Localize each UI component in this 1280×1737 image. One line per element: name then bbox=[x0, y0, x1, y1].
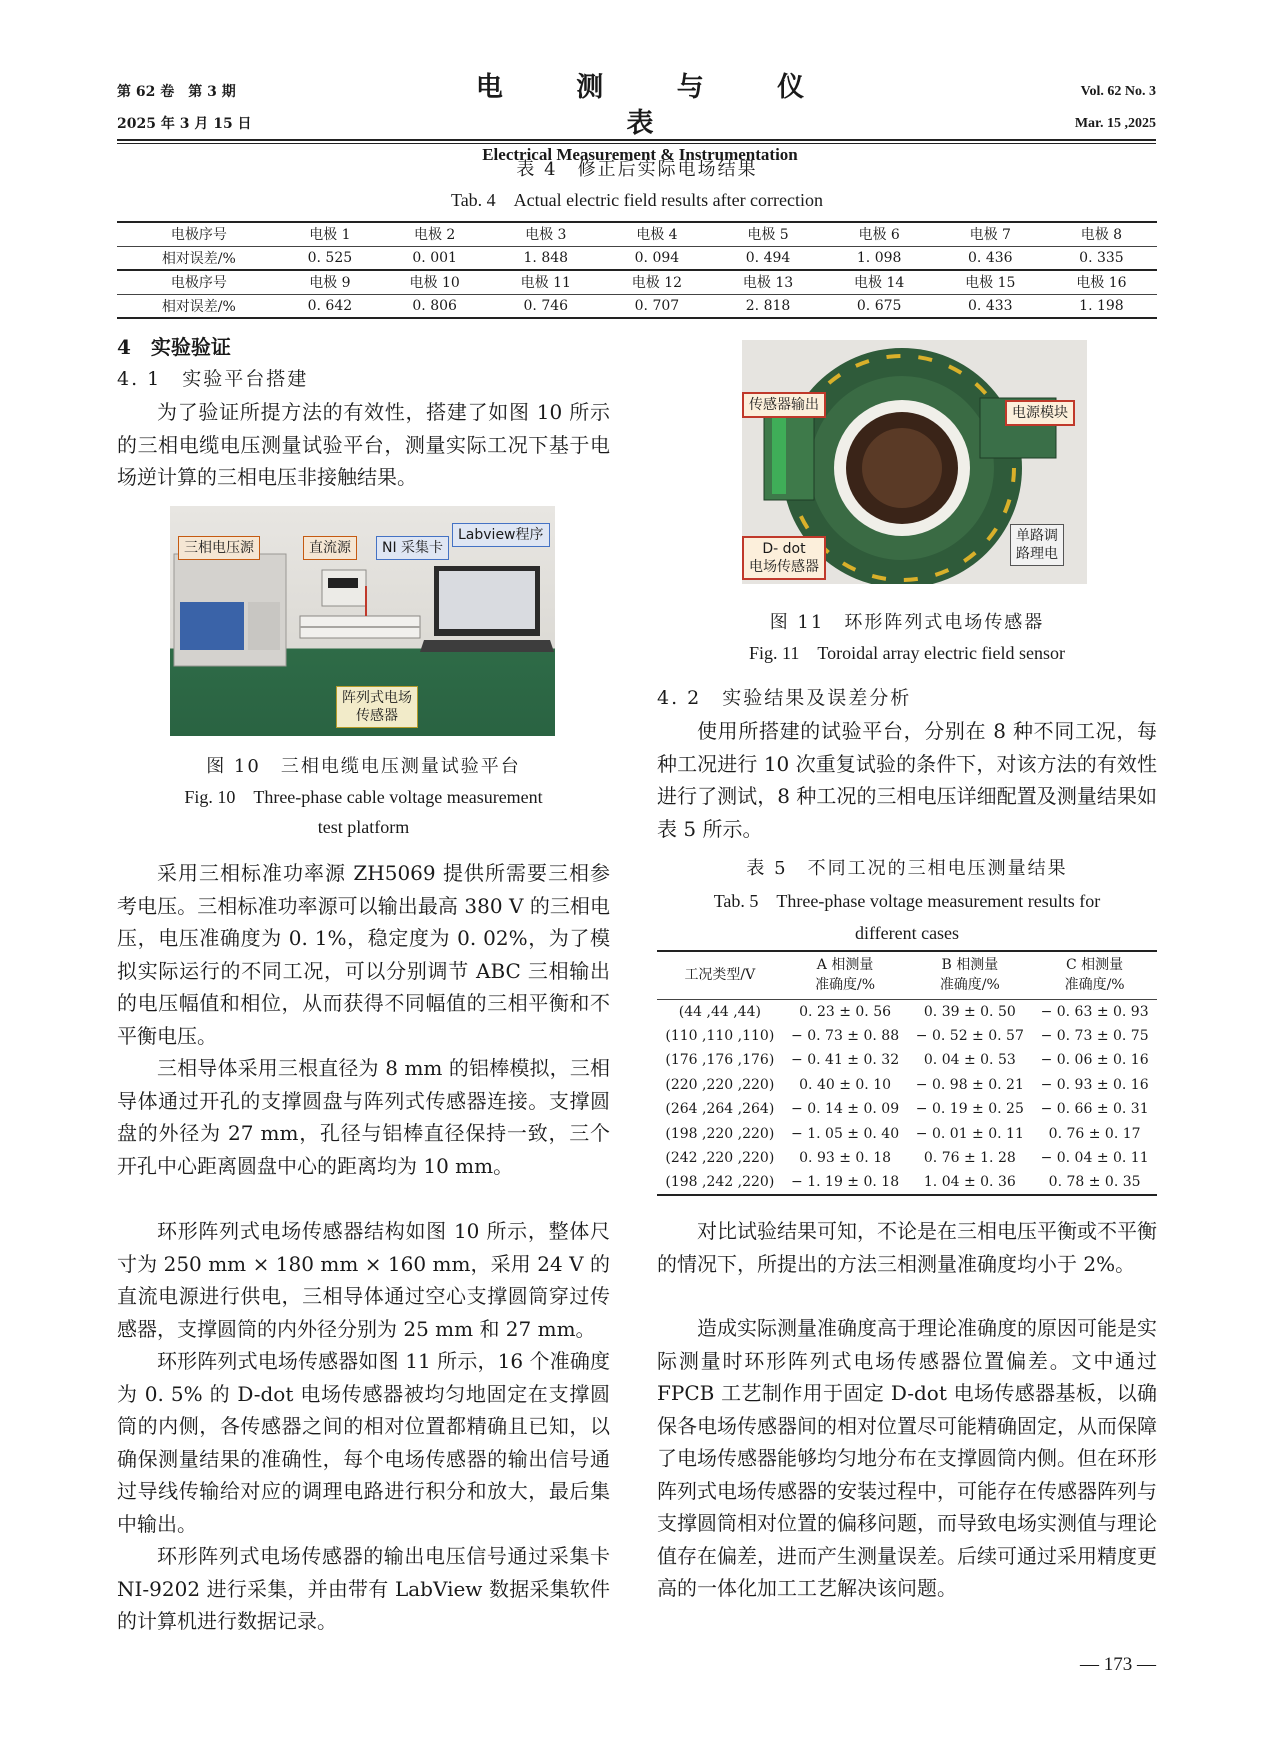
table5-case: (242 ,220 ,220) bbox=[665, 1150, 775, 1167]
table5-case: (198 ,220 ,220) bbox=[665, 1125, 775, 1142]
volume-issue-en: Vol. 62 No. 3 bbox=[1080, 84, 1156, 99]
table4-cell: 1. 848 bbox=[490, 246, 601, 270]
label-power-module: 电源模块 bbox=[1005, 400, 1075, 426]
table5-caption-en-1: Tab. 5 Three-phase voltage measurement results for bbox=[713, 891, 1101, 911]
paragraph-4: 环形阵列式电场传感器结构如图 10 所示，整体尺寸为 250 mm × 180 mm × 160 mm，采用 24 V 的直流电源进行供电，三相导体通过空心支撑圆筒穿过传感器，支撑圆筒的内外径分别为 25 mm 和 27 mm。 bbox=[117, 1219, 610, 1341]
header-a-line2: 准确度/% bbox=[815, 977, 876, 994]
table4-row-header: 电极序号 bbox=[117, 222, 281, 246]
table4-cell: 0. 675 bbox=[824, 294, 935, 318]
header-left bbox=[117, 76, 252, 140]
table5-header-case: 工况类型/V bbox=[657, 951, 783, 999]
table4-row-header: 相对误差/% bbox=[117, 246, 281, 270]
table5-header-row bbox=[657, 951, 1157, 999]
label-ni-card: NI 采集卡 bbox=[376, 536, 449, 560]
label-ddot-line1: D- dot bbox=[762, 541, 806, 557]
figure10-caption-en-2: test platform bbox=[317, 817, 410, 837]
table4-caption bbox=[117, 155, 1157, 215]
paragraph-7: 使用所搭建的试验平台，分别在 8 种不同工况，每种工况进行 10 次重复试验的条件下，对该方法的有效性进行了测试，8 种工况的三相电压详细配置及测量结果如表 5 所示。 bbox=[657, 719, 1157, 841]
header-a-line1: A 相测量 bbox=[816, 957, 874, 974]
volume-issue: 第 62 卷 第 3 期 bbox=[117, 84, 236, 100]
table4-cell: 0. 433 bbox=[935, 294, 1046, 318]
label-array-sensor bbox=[336, 686, 418, 728]
label-array-sensor-line1: 阵列式电场 bbox=[342, 690, 412, 706]
table5-case: (264 ,264 ,264) bbox=[665, 1101, 775, 1118]
table4-cell: 电极 4 bbox=[601, 222, 712, 246]
header-c-line1: C 相测量 bbox=[1066, 957, 1124, 974]
table5-cell: 0. 93 ± 0. 18 bbox=[799, 1150, 892, 1167]
table4-cell: 2. 818 bbox=[712, 294, 823, 318]
table5-cell: − 0. 66 ± 0. 31 bbox=[1040, 1101, 1149, 1118]
figure11-caption bbox=[657, 608, 1157, 668]
table5-row bbox=[657, 1097, 1157, 1122]
table4-cell: 1. 198 bbox=[1046, 294, 1157, 318]
header-c-line2: 准确度/% bbox=[1064, 977, 1125, 994]
paragraph-9: 造成实际测量准确度高于理论准确度的原因可能是实际测量时环形阵列式电场传感器位置偏差。文中通过 FPCB 工艺制作用于固定 D-dot 电场传感器基板，以确保各电场传感器间的相对位置尽可能精确固定，从而保障了电场传感器能够均匀地分布在支撑圆筒内侧。但在环形阵列式电场传感器的安装过程中，可能存在传感器阵列与支撑圆筒相对位置的偏移问题，而导致电场实测值与理论值存在偏差，进而产生测量误差。后续可通过采用精度更高的一体化加工工艺解决该问题。 bbox=[657, 1316, 1157, 1600]
table5-case: (176 ,176 ,176) bbox=[665, 1052, 775, 1069]
table5-cell: − 0. 04 ± 0. 11 bbox=[1040, 1150, 1149, 1167]
table5-row bbox=[657, 999, 1157, 1024]
table5-caption-cn: 表 5 不同工况的三相电压测量结果 bbox=[746, 858, 1068, 879]
table4-caption-en: Tab. 4 Actual electric field results after correction bbox=[450, 190, 824, 210]
figure10-photo bbox=[170, 506, 555, 736]
header-rule-thin bbox=[117, 143, 1156, 144]
header-b-line2: 准确度/% bbox=[939, 977, 1000, 994]
table4-cell: 1. 098 bbox=[824, 246, 935, 270]
table5-case: (110 ,110 ,110) bbox=[665, 1027, 775, 1044]
table5-header-a bbox=[783, 951, 908, 999]
table5-row bbox=[657, 1122, 1157, 1147]
paragraph-3: 三相导体采用三根直径为 8 mm 的铝棒模拟，三相导体通过开孔的支撑圆盘与阵列式传感器连接。支撑圆盘的外径为 27 mm，孔径与铝棒直径保持一致，三个开孔中心距离圆盘中心的距离均为 10 mm。 bbox=[117, 1056, 610, 1178]
table4-cell: 0. 746 bbox=[490, 294, 601, 318]
table4-row-header: 电极序号 bbox=[117, 270, 281, 294]
table4-caption-cn: 表 4 修正后实际电场结果 bbox=[516, 159, 758, 180]
table5-cell: − 0. 73 ± 0. 75 bbox=[1040, 1027, 1149, 1044]
table4-cell: 电极 12 bbox=[601, 270, 712, 294]
table5-cell: 1. 04 ± 0. 36 bbox=[907, 1171, 1032, 1196]
label-ddot-sensor bbox=[742, 536, 826, 580]
subsection-heading-1: 4. 1 实验平台搭建 bbox=[117, 368, 309, 390]
table5-header-c bbox=[1032, 951, 1157, 999]
table4-cell: 电极 8 bbox=[1046, 222, 1157, 246]
table5-case: (220 ,220 ,220) bbox=[665, 1076, 775, 1093]
table5-row bbox=[657, 1024, 1157, 1049]
table4-cell: 0. 436 bbox=[935, 246, 1046, 270]
table5-cell: − 0. 19 ± 0. 25 bbox=[915, 1101, 1024, 1118]
table5-cell: 0. 78 ± 0. 35 bbox=[1032, 1171, 1157, 1196]
table5-cell: − 0. 93 ± 0. 16 bbox=[1040, 1076, 1149, 1093]
journal-title bbox=[440, 70, 840, 168]
table4-cell: 0. 494 bbox=[712, 246, 823, 270]
table4-cell: 电极 3 bbox=[490, 222, 601, 246]
paragraph-8: 对比试验结果可知，不论是在三相电压平衡或不平衡的情况下，所提出的方法三相测量准确度均小于 2%。 bbox=[657, 1219, 1157, 1276]
table5-cell: − 0. 14 ± 0. 09 bbox=[791, 1101, 900, 1118]
label-dc-source: 直流源 bbox=[303, 536, 357, 560]
table4-cell: 电极 15 bbox=[935, 270, 1046, 294]
label-cond-line1: 单路调 bbox=[1016, 528, 1058, 544]
label-ddot-line2: 电场传感器 bbox=[749, 559, 819, 575]
label-labview: Labview程序 bbox=[452, 523, 550, 547]
table4-cell: 0. 707 bbox=[601, 294, 712, 318]
label-cond-line2: 路理电 bbox=[1016, 546, 1058, 562]
table4-cell: 电极 14 bbox=[824, 270, 935, 294]
table4-cell: 电极 9 bbox=[281, 270, 379, 294]
table4-row bbox=[117, 222, 1157, 246]
paragraph-2: 采用三相标准功率源 ZH5069 提供所需要三相参考电压。三相标准功率源可以输出最高 380 V 的三相电压，电压准确度为 0. 1%，稳定度为 0. 02%，为了模拟实际运行的不同工况，可以分别调节 ABC 三相输出的电压幅值和相位，从而获得不同幅值的三相平衡和不平衡电压。 bbox=[117, 861, 610, 1048]
table5-caption bbox=[657, 853, 1157, 949]
table5-cell: − 0. 98 ± 0. 21 bbox=[915, 1076, 1024, 1093]
figure11-caption-en: Fig. 11 Toroidal array electric field sensor bbox=[749, 643, 1065, 663]
table4-cell: 电极 13 bbox=[712, 270, 823, 294]
table4-cell: 0. 806 bbox=[379, 294, 490, 318]
table5 bbox=[657, 950, 1157, 1196]
table5-cell: − 0. 63 ± 0. 93 bbox=[1040, 1003, 1149, 1020]
label-voltage-source: 三相电压源 bbox=[178, 536, 260, 560]
table5-header-b bbox=[907, 951, 1032, 999]
table5-cell: − 0. 52 ± 0. 57 bbox=[915, 1027, 1024, 1044]
label-conditioning-circuit bbox=[1010, 524, 1064, 566]
journal-title-en: Electrical Measurement & Instrumentation bbox=[482, 145, 798, 164]
table4-cell: 0. 001 bbox=[379, 246, 490, 270]
table4-row-header: 相对误差/% bbox=[117, 294, 281, 318]
table5-cell: − 0. 41 ± 0. 32 bbox=[791, 1052, 900, 1069]
table4-cell: 电极 11 bbox=[490, 270, 601, 294]
table4-cell: 电极 1 bbox=[281, 222, 379, 246]
header-rule bbox=[117, 139, 1156, 141]
table5-cell: − 0. 73 ± 0. 88 bbox=[791, 1027, 900, 1044]
section-heading: 4 实验验证 bbox=[117, 335, 231, 359]
table4-cell: 电极 16 bbox=[1046, 270, 1157, 294]
label-array-sensor-line2: 传感器 bbox=[356, 708, 398, 724]
paragraph-5: 环形阵列式电场传感器如图 11 所示，16 个准确度为 0. 5% 的 D-dot 电场传感器被均匀地固定在支撑圆筒的内侧，各传感器之间的相对位置都精确且已知，以确保测量结果的准确性，每个电场传感器的输出信号通过导线传输给对应的调理电路进行积分和放大，最后集中输出。 bbox=[117, 1349, 610, 1536]
table4-cell: 电极 6 bbox=[824, 222, 935, 246]
page-number: — 173 — bbox=[1080, 1654, 1156, 1675]
figure11-caption-cn: 图 11 环形阵列式电场传感器 bbox=[769, 612, 1045, 633]
table4-cell: 电极 5 bbox=[712, 222, 823, 246]
publish-date-en: Mar. 15 ,2025 bbox=[1074, 116, 1156, 131]
figure11-photo bbox=[742, 340, 1087, 584]
table5-row bbox=[657, 1073, 1157, 1098]
table5-row bbox=[657, 1146, 1157, 1171]
table4-cell: 0. 094 bbox=[601, 246, 712, 270]
table5-cell: 0. 39 ± 0. 50 bbox=[923, 1003, 1016, 1020]
journal-title-cn: 电 测 与 仪 表 bbox=[475, 72, 837, 139]
subsection-heading-2: 4. 2 实验结果及误差分析 bbox=[657, 687, 912, 709]
table4-cell: 0. 335 bbox=[1046, 246, 1157, 270]
table5-cell: 0. 23 ± 0. 56 bbox=[799, 1003, 892, 1020]
figure10-caption bbox=[117, 752, 610, 842]
table5-cell: − 0. 01 ± 0. 11 bbox=[915, 1125, 1024, 1142]
table4-cell: 电极 10 bbox=[379, 270, 490, 294]
label-sensor-output: 传感器输出 bbox=[742, 392, 826, 418]
table4-row bbox=[117, 270, 1157, 294]
paragraph-6: 环形阵列式电场传感器的输出电压信号通过采集卡 NI-9202 进行采集，并由带有 LabView 数据采集软件的计算机进行数据记录。 bbox=[117, 1544, 610, 1633]
table5-cell: 0. 76 ± 0. 17 bbox=[1048, 1125, 1141, 1142]
table4-row bbox=[117, 294, 1157, 318]
table5-cell: 0. 40 ± 0. 10 bbox=[799, 1076, 892, 1093]
table5-cell: 0. 04 ± 0. 53 bbox=[923, 1052, 1016, 1069]
paragraph-1: 为了验证所提方法的有效性，搭建了如图 10 所示的三相电缆电压测量试验平台，测量实际工况下基于电场逆计算的三相电压非接触结果。 bbox=[117, 400, 610, 489]
table5-cell: − 0. 06 ± 0. 16 bbox=[1040, 1052, 1149, 1069]
table5-caption-en-2: different cases bbox=[854, 923, 960, 943]
table5-cell: 0. 76 ± 1. 28 bbox=[923, 1150, 1016, 1167]
table5-case: (198 ,242 ,220) bbox=[657, 1171, 783, 1196]
figure10-caption-cn: 图 10 三相电缆电压测量试验平台 bbox=[206, 756, 521, 777]
table5-row bbox=[657, 1048, 1157, 1073]
table4-cell: 电极 7 bbox=[935, 222, 1046, 246]
table4-cell: 0. 642 bbox=[281, 294, 379, 318]
table5-cell: − 1. 05 ± 0. 40 bbox=[791, 1125, 900, 1142]
table4-cell: 0. 525 bbox=[281, 246, 379, 270]
table4 bbox=[117, 221, 1157, 319]
header-b-line1: B 相测量 bbox=[941, 957, 999, 974]
publish-date-cn: 2025 年 3 月 15 日 bbox=[117, 116, 252, 132]
figure10-caption-en-1: Fig. 10 Three-phase cable voltage measurement bbox=[184, 787, 543, 807]
table5-row bbox=[657, 1171, 1157, 1196]
table5-cell: − 1. 19 ± 0. 18 bbox=[783, 1171, 908, 1196]
header-right bbox=[1075, 76, 1156, 140]
table5-case: (44 ,44 ,44) bbox=[678, 1003, 761, 1020]
table4-cell: 电极 2 bbox=[379, 222, 490, 246]
table4-row bbox=[117, 246, 1157, 270]
